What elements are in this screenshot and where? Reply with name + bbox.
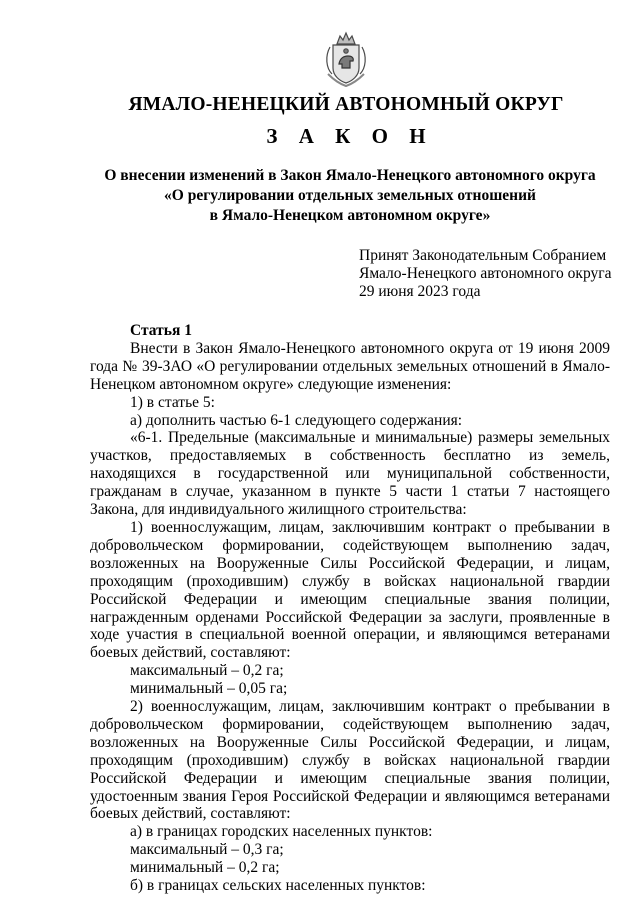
adoption-note bbox=[359, 247, 619, 301]
paragraph: максимальный – 0,2 га; bbox=[130, 662, 284, 680]
paragraph: 1) в статье 5: bbox=[130, 393, 215, 411]
law-title-line: «О регулировании отдельных земельных отношений bbox=[164, 187, 536, 204]
paragraph: 1) военнослужащим, лицам, заключившим контракт о пребывании в добровольческом формировании, содействующем выполнению задач, возложенных на Вооруженные Силы Российской Федерации, и лицам, проходящим (проходившим) службу в войсках национальной гвардии Российской Федерации и имеющим специальные звания полиции, награжденным орденами Российской Федерации за заслуги, проявленные в ходе участия в специальной военной операции, и являющимся ветеранами боевых действий, составляют: bbox=[90, 518, 610, 662]
paragraph: минимальный – 0,2 га; bbox=[130, 859, 280, 877]
law-title-line: в Ямало-Ненецком автономном округе» bbox=[209, 207, 491, 224]
paragraph: б) в границах сельских населенных пунктов: bbox=[130, 877, 426, 895]
adoption-date: 29 июня 2023 года bbox=[359, 283, 481, 300]
law-body bbox=[90, 322, 610, 895]
paragraph: а) дополнить частью 6-1 следующего содержания: bbox=[130, 411, 463, 429]
paragraph: минимальный – 0,05 га; bbox=[130, 680, 288, 698]
paragraph: максимальный – 0,3 га; bbox=[130, 841, 284, 859]
paragraph: «6-1. Предельные (максимальные и минимальные) размеры земельных участков, предоставляемых в собственность бесплатно из земель, находящихся в государственной или муниципальной собственности, гражданам в случае, указанном в пункте 5 части 1 статьи 7 настоящего Закона, для индивидуального жилищного строительства: bbox=[90, 429, 610, 519]
region-name: ЯМАЛО-НЕНЕЦКИЙ АВТОНОМНЫЙ ОКРУГ bbox=[128, 94, 564, 115]
coat-of-arms-emblem bbox=[324, 30, 368, 90]
law-title-line: О внесении изменений в Закон Ямало-Ненецкого автономного округа bbox=[104, 167, 596, 184]
paragraph: а) в границах городских населенных пунктов: bbox=[130, 823, 433, 841]
paragraph: Внести в Закон Ямало-Ненецкого автономного округа от 19 июня 2009 года № 39-ЗАО «О регулировании отдельных земельных отношений в Ямало-Ненецком автономном округе» следующие изменения: bbox=[90, 339, 610, 393]
law-title bbox=[90, 166, 610, 226]
article-heading: Статья 1 bbox=[130, 322, 192, 339]
adoption-line: Принят Законодательным Собранием bbox=[359, 247, 607, 264]
document-type: З А К О Н bbox=[266, 124, 434, 148]
paragraph: 2) военнослужащим, лицам, заключившим контракт о пребывании в добровольческом формировании, содействующем выполнению задач, возложенных на Вооруженные Силы Российской Федерации, и лицам, проходящим (проходившим) службу в войсках национальной гвардии Российской Федерации и имеющим специальные звания полиции, удостоенным звания Героя Российской Федерации и являющимся ветеранами боевых действий, составляют: bbox=[90, 698, 610, 823]
adoption-line: Ямало-Ненецкого автономного округа bbox=[359, 265, 612, 282]
